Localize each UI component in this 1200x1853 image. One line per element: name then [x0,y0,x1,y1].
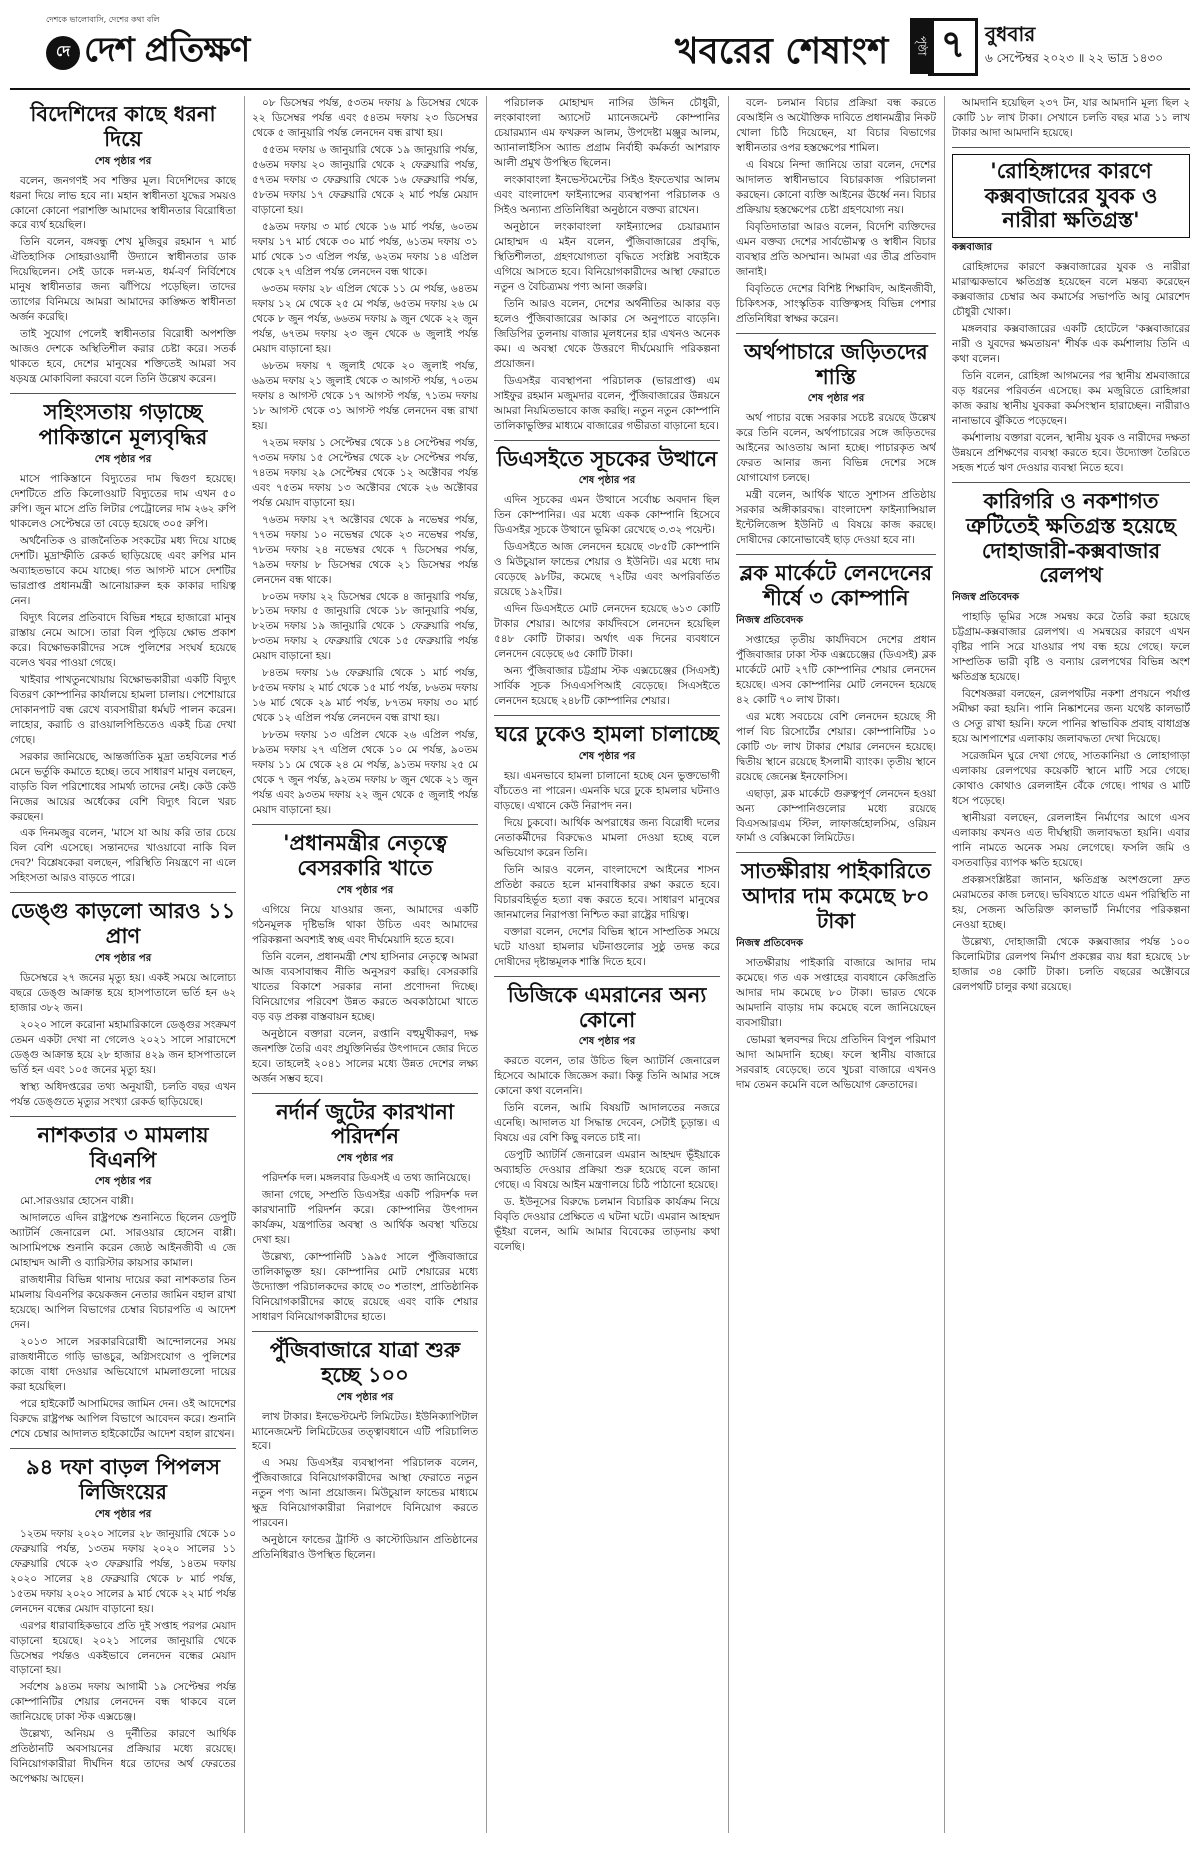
article-paragraph: ডেপুটি অ্যাটর্নি জেনারেল এমরান আহম্মদ ভূঁইয়াকে অব্যাহতি দেওয়ার প্রক্রিয়া শুরু হয়েছে বলে জানা গেছে। এ বিষয়ে আইন মন্ত্রণালয়ে চিঠি পাঠানো হয়েছে। [494,1149,720,1192]
article-paragraph: অনুষ্ঠানে বক্তারা বলেন, রপ্তানি বহুমুখীকরণ, দক্ষ জনশক্তি তৈরি এবং প্রযুক্তিনির্ভর উৎপাদনে জোর দিতে হবে। তাহলেই ২০৪১ সালের মধ্যে উন্নত দেশের লক্ষ্য অর্জন সম্ভব হবে। [252,1027,478,1085]
article-paragraph: লাখ টাকার। ইনভেস্টমেন্ট লিমিটেড। ইউনিক্যাপিটাল ম্যানেজমেন্ট লিমিটেডের তত্ত্বাবধানে এটি পরিচালিত হবে। [252,1410,478,1453]
article-divider [494,715,720,716]
article-paragraph: ৮৪তম দফায় ১৬ ফেব্রুয়ারি থেকে ১ মার্চ পর্যন্ত, ৮৫তম দফায় ২ মার্চ থেকে ১৫ মার্চ পর্যন্ত, ৮৬তম দফায় ১৬ মার্চ থেকে ২৯ মার্চ পর্যন্ত, ৮৭তম দফায় ৩০ মার্চ থেকে ১২ এপ্রিল পর্যন্ত লেনদেন বন্ধ রাখা হয়। [252,667,478,725]
article [736,554,936,846]
article-paragraph: সর্বশেষ ৯৪তম দফায় আগামী ১৯ সেপ্টেম্বর পর্যন্ত কোম্পানিটির শেয়ার লেনদেন বন্ধ থাকবে বলে জানিয়েছে ঢাকা স্টক এক্সচেঞ্জ। [10,1681,236,1724]
article-paragraph: এর মধ্যে সবচেয়ে বেশি লেনদেন হয়েছে সী পার্ল বিচ রিসোর্টের শেয়ার। কোম্পানিটির ১০ কোটি ৩৮ লাখ টাকার শেয়ার লেনদেন হয়েছে। দ্বিতীয় স্থানে রয়েছে ইসলামী ব্যাংক। তৃতীয় স্থানে রয়েছে জেনেক্স ইনফোসিস। [736,710,936,783]
article-divider [252,824,478,825]
article-paragraph: খাইবার পাখতুনখোয়ায় বিক্ষোভকারীরা একটি বিদ্যুৎ বিতরণ কোম্পানির কার্যালয়ে হামলা চালায়। পেশোয়ারে দোকানপাট বন্ধ রেখে ব্যবসায়ীরা ধর্মঘট পালন করেন। লাহোর, করাচি ও রাওয়ালপিন্ডিতেও একই চিত্র দেখা গেছে। [10,673,236,746]
article-paragraph: দিয়ে চুকবো। আর্থিক অপরাধের জন্য বিরোধী দলের নেতাকর্মীদের বিরুদ্ধেও মামলা দেওয়া হচ্ছে বলে অভিযোগ করেন তিনি। [494,816,720,859]
article-paragraph: ৭৬তম দফায় ২৭ অক্টোবর থেকে ৯ নভেম্বর পর্যন্ত, ৭৭তম দফায় ১০ নভেম্বর থেকে ২৩ নভেম্বর পর্যন্ত, ৭৮তম দফায় ২৪ নভেম্বর থেকে ৭ ডিসেম্বর পর্যন্ত, ৭৯তম দফায় ৮ ডিসেম্বর থেকে ২১ ডিসেম্বর পর্যন্ত লেনদেন বন্ধ থাকে। [252,513,478,586]
article-paragraph: ৭২তম দফায় ১ সেপ্টেম্বর থেকে ১৪ সেপ্টেম্বর পর্যন্ত, ৭৩তম দফায় ১৫ সেপ্টেম্বর থেকে ২৮ সেপ্টেম্বর পর্যন্ত, ৭৪তম দফায় ২৯ সেপ্টেম্বর থেকে ১২ অক্টোবর পর্যন্ত এবং ৭৫তম দফায় ১৩ অক্টোবর থেকে ২৬ অক্টোবর পর্যন্ত মেয়াদ বাড়ানো হয়। [252,436,478,509]
article [252,96,478,818]
article-byline: নিজস্ব প্রতিবেদক [952,592,1020,604]
article-paragraph: জানা গেছে, সম্প্রতি ডিএসইর একটি পরিদর্শক দল কারখানাটি পরিদর্শন করে। কোম্পানির উৎপাদন কার্যক্রম, যন্ত্রপাতির অবস্থা ও আর্থিক অবস্থা খতিয়ে দেখা হয়। [252,1189,478,1247]
article [494,440,720,710]
continued-label: শেষ পৃষ্ঠার পর [578,1036,636,1048]
logo-mark-icon: দে [46,36,80,70]
column-rule [944,96,945,1833]
article-paragraph: ডিসেম্বরে ২৭ জনের মৃত্যু হয়। একই সময়ে আলোচ্য বছরে ডেঙ্গু আক্রান্ত হয়ে হাসপাতালে ভর্তি হন ৬২ হাজার ৩৮২ জন। [10,971,236,1014]
column-5 [952,96,1190,1833]
article [736,96,936,327]
article-paragraph: অনুষ্ঠানে ফান্ডের ট্রাস্টি ও কাস্টোডিয়ান প্রতিষ্ঠানের প্রতিনিধিরাও উপস্থিত ছিলেন। [252,1534,478,1562]
article-paragraph: বিশেষজ্ঞরা বলছেন, রেলপথটির নকশা প্রণয়নে পর্যাপ্ত সমীক্ষা করা হয়নি। পানি নিষ্কাশনের জন্য যথেষ্ট কালভার্ট ও সেতু রাখা হয়নি। ফলে পানির স্বাভাবিক প্রবাহ বাধাগ্রস্ত হয়ে আশপাশের এলাকায় জলাবদ্ধতা দেখা দিয়েছে। [952,688,1190,745]
article-paragraph: পরিদর্শক দল। মঙ্গলবার ডিএসই এ তথ্য জানিয়েছে। [262,1172,471,1185]
article-paragraph: এদিন ডিএসইতে মোট লেনদেন হয়েছে ৬১৩ কোটি টাকার শেয়ার। আগের কার্যদিবসে লেনদেন হয়েছিল ৫৪৮ কোটি টাকার। অর্থাৎ এক দিনের ব্যবধানে লেনদেন বেড়েছে ৬৫ কোটি টাকা। [494,603,720,661]
article-paragraph: এক দিনমজুর বলেন, 'মাসে যা আয় করি তার চেয়ে বিল বেশি এসেছে। সন্তানদের খাওয়াবো নাকি বিল দেব?' বিশ্লেষকেরা বলছেন, পরিস্থিতি নিয়ন্ত্রণে না এলে সহিংসতা আরও বাড়তে পারে। [10,827,236,885]
continued-label: শেষ পৃষ্ঠার পর [336,1391,394,1403]
article-paragraph: হয়। এমনভাবে হামলা চালানো হচ্ছে যেন ভুক্তভোগী বাঁচতেও না পারেন। এমনকি ঘরে ঢুকে হামলার ঘটনাও বাড়ছে। এখানে কেউ নিরাপদ নন। [494,769,720,812]
article-paragraph: ড. ইউনূসের বিরুদ্ধে চলমান বিচারিক কার্যক্রম নিয়ে বিবৃতি দেওয়ার প্রেক্ষিতে এ ঘটনা ঘটে। এমরান আহম্মদ ভূঁইয়া বলেন, আমি আমার বিবেকের তাড়নায় কথা বলেছি। [494,1196,720,1254]
article [252,824,478,1086]
article-paragraph: সরকার জানিয়েছে, আন্তর্জাতিক মুদ্রা তহবিলের শর্ত মেনে ভর্তুকি কমাতে হচ্ছে। তবে সাধারণ মানুষ বলছেন, বাড়তি বিল পরিশোধের সামর্থ্য তাদের নেই। কেউ কেউ নিজের আয়ের অর্ধেকের বেশি বিদ্যুৎ বিলে খরচ করছেন। [10,750,236,823]
article-divider [494,976,720,977]
continued-label: শেষ পৃষ্ঠার পর [94,952,152,964]
article-paragraph: মো.সারওয়ার হোসেন বাপ্পী। [20,1195,134,1208]
column-4 [736,96,936,1833]
article-paragraph: সরেজমিন ঘুরে দেখা গেছে, সাতকানিয়া ও লোহাগাড়া এলাকায় রেলপথের কয়েকটি স্থানে মাটি সরে গেছে। কোথাও কোথাও রেললাইন বেঁকে গেছে। পাথর ও মাটি ধসে পড়েছে। [952,749,1190,807]
column-2 [252,96,478,1833]
column-1 [10,96,236,1833]
article-byline: কক্সবাজার [952,242,993,254]
article-paragraph: ০৮ ডিসেম্বর পর্যন্ত, ৫৩তম দফায় ৯ ডিসেম্বর থেকে ২২ ডিসেম্বর পর্যন্ত এবং ৫৪তম দফায় ২৩ ডিসেম্বর থেকে ৫ জানুয়ারি পর্যন্ত লেনদেন বন্ধ রাখা হয়। [252,97,478,139]
article-paragraph: এ সময় ডিএসইর ব্যবস্থাপনা পরিচালক বলেন, পুঁজিবাজারে বিনিয়োগকারীদের আস্থা ফেরাতে নতুন নতুন পণ্য আনা প্রয়োজন। মিউচুয়াল ফান্ডের মাধ্যমে ক্ষুদ্র বিনিয়োগকারীরা নিরাপদে বিনিয়োগ করতে পারবেন। [252,1457,478,1530]
article-paragraph: বক্তারা বলেন, দেশের বিভিন্ন স্থানে সাম্প্রতিক সময়ে ঘটে যাওয়া হামলার ঘটনাগুলোর সুষ্ঠু তদন্ত করে দোষীদের দৃষ্টান্তমূলক শাস্তি দিতে হবে। [494,925,720,968]
article-paragraph: ৫৯তম দফায় ৩ মার্চ থেকে ১৬ মার্চ পর্যন্ত, ৬০তম দফায় ১৭ মার্চ থেকে ৩০ মার্চ পর্যন্ত, ৬১তম দফায় ৩১ মার্চ থেকে ১৩ এপ্রিল পর্যন্ত, ৬২তম দফায় ১৪ এপ্রিল থেকে ২৭ এপ্রিল পর্যন্ত লেনদেন বন্ধ থাকে। [252,220,478,278]
article-paragraph: এছাড়া, ব্লক মার্কেটে গুরুত্বপূর্ণ লেনদেন হওয়া অন্য কোম্পানিগুলোর মধ্যে রয়েছে বিএসআরএম স্টিল, লাফার্জহোলসিম, ওরিয়ন ফার্মা ও বেক্সিমকো লিমিটেড। [736,787,936,845]
article-paragraph: এ বিষয়ে নিন্দা জানিয়ে তারা বলেন, দেশের আদালত স্বাধীনভাবে বিচারকাজ পরিচালনা করছেন। কোনো ব্যক্তি আইনের ঊর্ধ্বে নন। বিচার প্রক্রিয়ায় হস্তক্ষেপের চেষ্টা গ্রহণযোগ্য নয়। [736,158,936,216]
article-headline: ব্লক মার্কেটে লেনদেনের শীর্ষে ৩ কোম্পানি [739,561,933,610]
article-paragraph: বলেন, জনগণই সব শক্তির মূল। বিদেশিদের কাছে ধরনা দিয়ে লাভ হবে না। মহান স্বাধীনতা যুদ্ধের সময়ও কোনো কোনো পরাশক্তি আমাদের স্বাধীনতার বিরোধিতা করে ব্যর্থ হয়েছিল। [10,174,236,232]
article-headline: ৯৪ দফা বাড়ল পিপলস লিজিংয়ের [25,1455,221,1504]
article-headline: ডিজিকে এমরানের অন্য কোনো [507,982,707,1032]
column-rule [486,96,487,1833]
article-headline: 'প্রধানমন্ত্রীর নেতৃত্বে বেসরকারি খাতে [283,831,447,881]
article-paragraph: ভোমরা স্থলবন্দর দিয়ে প্রতিদিন বিপুল পরিমাণ আদা আমদানি হচ্ছে। ফলে স্থানীয় বাজারে সরবরাহ বেড়েছে। তবে খুচরা বাজারে এখনও দাম তেমন কমেনি বলে অভিযোগ ক্রেতাদের। [736,1033,936,1091]
article-paragraph: মন্ত্রী বলেন, আর্থিক খাতে সুশাসন প্রতিষ্ঠায় সরকার অঙ্গীকারবদ্ধ। বাংলাদেশ ফাইন্যান্সিয়াল ইন্টেলিজেন্স ইউনিট এ বিষয়ে কাজ করছে। দোষীদের কোনোভাবেই ছাড় দেওয়া হবে না। [736,489,936,547]
continued-label: শেষ পৃষ্ঠার পর [94,1508,152,1520]
article-paragraph: ৮৮তম দফায় ১৩ এপ্রিল থেকে ২৬ এপ্রিল পর্যন্ত, ৮৯তম দফায় ২৭ এপ্রিল থেকে ১০ মে পর্যন্ত, ৯০তম দফায় ১১ মে থেকে ২৪ মে পর্যন্ত, ৯১তম দফায় ২৫ মে থেকে ৭ জুন পর্যন্ত, ৯২তম দফায় ৮ জুন থেকে ২১ জুন পর্যন্ত এবং ৯৩তম দফায় ২২ জুন থেকে ৫ জুলাই পর্যন্ত মেয়াদ বাড়ানো হয়। [252,729,478,817]
continued-label: শেষ পৃষ্ঠার পর [94,1176,152,1188]
article-paragraph: উল্লেখ্য, অনিয়ম ও দুর্নীতির কারণে আর্থিক প্রতিষ্ঠানটি অবসায়নের প্রক্রিয়ার মধ্যে রয়েছে। বিনিয়োগকারীরা দীর্ঘদিন ধরে তাদের অর্থ ফেরতের অপেক্ষায় আছেন। [10,1728,236,1786]
article-paragraph: এগিয়ে নিয়ে যাওয়ার জন্য, আমাদের একটি গঠনমূলক দৃষ্টিভঙ্গি থাকা উচিত এবং আমাদের পরিকল্পনা অবশ্যই স্বচ্ছ এবং দীর্ঘমেয়াদি হতে হবে। [252,903,478,946]
article-paragraph: ডিএসইর ব্যবস্থাপনা পরিচালক (ভারপ্রাপ্ত) এম সাইফুর রহমান মজুমদার বলেন, পুঁজিবাজারের উন্নয়নে আমরা নিয়মিতভাবে কাজ করছি। নতুন নতুন কোম্পানি তালিকাভুক্তির মাধ্যমে বাজারের গভীরতা বাড়ানো হবে। [494,374,720,432]
article-paragraph: তিনি বলেন, রোহিঙ্গা আগমনের পর স্থানীয় শ্রমবাজারে বড় ধরনের পরিবর্তন এসেছে। কম মজুরিতে রোহিঙ্গারা কাজ করায় স্থানীয় যুবকরা কর্মসংস্থান হারাচ্ছেন। নারীরাও নানাভাবে ঝুঁকিতে পড়েছেন। [952,370,1190,428]
article-paragraph: কর্মশালায় বক্তারা বলেন, স্থানীয় যুবক ও নারীদের দক্ষতা উন্নয়নে প্রশিক্ষণের ব্যবস্থা করতে হবে। উদ্যোক্তা তৈরিতে সহজ শর্তে ঋণ দেওয়ার ব্যবস্থা নিতে হবে। [952,432,1190,475]
article-divider [10,1448,236,1449]
article-paragraph: ২০১৩ সালে সরকারবিরোধী আন্দোলনের সময় রাজধানীতে গাড়ি ভাঙচুর, অগ্নিসংযোগ ও পুলিশের কাজে বাধা দেওয়ার অভিযোগে মামলাগুলো দায়ের করা হয়েছিল। [10,1336,236,1394]
article [952,96,1190,141]
article-paragraph: লংকাবাংলা ইনভেস্টমেন্টের সিইও ইফতেখার আলম এবং বাংলাদেশ ফাইন্যান্সের ব্যবস্থাপনা পরিচালক ও সিইও অন্যান্য প্রতিনিধিরা অনুষ্ঠানে বক্তব্য রাখেন। [494,173,720,216]
article-paragraph: ৫৫তম দফায় ৬ জানুয়ারি থেকে ১৯ জানুয়ারি পর্যন্ত, ৫৬তম দফায় ২০ জানুয়ারি থেকে ২ ফেব্রুয়ারি পর্যন্ত, ৫৭তম দফায় ৩ ফেব্রুয়ারি থেকে ১৬ ফেব্রুয়ারি পর্যন্ত, ৫৮তম দফায় ১৭ ফেব্রুয়ারি থেকে ২ মার্চ পর্যন্ত মেয়াদ বাড়ানো হয়। [252,143,478,216]
article-headline: ডেঙ্গু কাড়লো আরও ১১ প্রাণ [10,899,236,949]
article-paragraph: স্থানীয়রা বলছেন, রেললাইন নির্মাণের আগে এসব এলাকায় কখনও এত দীর্ঘস্থায়ী জলাবদ্ধতা হয়নি। এবার পানি নামতে অনেক সময় লেগেছে। ফসলি জমি ও বসতবাড়ির ব্যাপক ক্ষতি হয়েছে। [952,811,1190,869]
article [10,102,236,387]
article-byline: নিজস্ব প্রতিবেদক [736,614,804,626]
article [952,482,1190,995]
article-paragraph: আমদানি হয়েছিল ২৩৭ টন, যার আমদানি মূল্য ছিল ২ কোটি ১৮ লাখ টাকা। সেখানে চলতি বছর মাত্র ১১ লাখ টাকার আদা আমদানি হয়েছে। [952,97,1190,139]
article [494,715,720,970]
continued-label: শেষ পৃষ্ঠার পর [94,155,152,167]
article-headline: কারিগরি ও নকশাগত ত্রুটিতেই ক্ষতিগ্রস্ত হয়েছে দোহাজারী-কক্সবাজার রেলপথ [966,489,1176,588]
article-headline: বিদেশিদের কাছে ধরনা দিয়ে [30,102,216,151]
article-divider [736,852,936,853]
article [10,1116,236,1442]
article [952,147,1190,476]
column-rule [244,96,245,1833]
continued-label: শেষ পৃষ্ঠার পর [578,750,636,762]
article-paragraph: ২০২০ সালে করোনা মহামারিকালে ডেঙ্গুর সংক্রমণ তেমন একটা দেখা না গেলেও ২০২১ সালে সারাদেশে ডেঙ্গু আক্রান্ত হয়ে ২৮ হাজার ৪২৯ জন হাসপাতালে ভর্তি হন এবং ১০৫ জনের মৃত্যু হয়। [10,1018,236,1076]
newspaper-logo [46,24,249,81]
article-headline: নর্দার্ন জুটের কারখানা পরিদর্শন [276,1099,454,1149]
article-paragraph: সাতক্ষীরায় পাইকারি বাজারে আদার দাম কমেছে। গত এক সপ্তাহের ব্যবধানে কেজিপ্রতি আদার দাম কমেছে ৮০ টাকা। ভারত থেকে আমদানি বাড়ায় দাম কমেছে বলে জানিয়েছেন ব্যবসায়ীরা। [736,956,936,1029]
article-paragraph: ১২তম দফায় ২০২০ সালের ২৮ জানুয়ারি থেকে ১০ ফেব্রুয়ারি পর্যন্ত, ১৩তম দফায় ২০২০ সালের ১১ ফেব্রুয়ারি থেকে ২৩ ফেব্রুয়ারি পর্যন্ত, ১৪তম দফায় ২০২০ সালের ২৪ ফেব্রুয়ারি থেকে ৮ মার্চ পর্যন্ত, ১৫তম দফায় ২০২০ সালের ৯ মার্চ থেকে ২২ মার্চ পর্যন্ত লেনদেন বন্ধের মেয়াদ বাড়ানো হয়। [10,1527,236,1615]
continued-label: শেষ পৃষ্ঠার পর [336,1153,394,1165]
article-paragraph: তিনি আরও বলেন, বাংলাদেশে আইনের শাসন প্রতিষ্ঠা করতে হলে মানবাধিকার রক্ষা করতে হবে। বিচারবহির্ভূত হত্যা বন্ধ করতে হবে। সাধারণ মানুষের জানমালের নিরাপত্তা নিশ্চিত করা রাষ্ট্রের দায়িত্ব। [494,863,720,921]
masthead [10,10,1190,90]
article-paragraph: অন্য পুঁজিবাজার চট্টগ্রাম স্টক এক্সচেঞ্জের (সিএসই) সার্বিক সূচক সিএএসপিআই বেড়েছে। সিএসইতে লেনদেন হয়েছে ২৪৮টি কোম্পানির শেয়ার। [494,665,720,708]
article-paragraph: অর্থ পাচার বন্ধে সরকার সচেষ্ট রয়েছে উল্লেখ করে তিনি বলেন, অর্থপাচারের সঙ্গে জড়িতদের আইনের আওতায় আনা হচ্ছে। পাচারকৃত অর্থ ফেরত আনার জন্য বিভিন্ন দেশের সঙ্গে যোগাযোগ চলছে। [736,412,936,485]
article-divider [736,554,936,555]
article [10,892,236,1109]
article-divider [10,1116,236,1117]
article [736,333,936,548]
newspaper-page [10,10,1190,1833]
article [10,1448,236,1787]
article-divider [10,892,236,893]
article-divider [952,482,1190,483]
article-paragraph: এদিন সূচকের এমন উত্থানে সর্বোচ্চ অবদান ছিল তিন কোম্পানির। এর মধ্যে একক কোম্পানি হিসেবে ডিএসইর সূচকে উত্থানে ভূমিকা রেখেছে ৩.৩২ পয়েন্ট। [494,494,720,537]
article-paragraph: বিবৃতিতে দেশের বিশিষ্ট শিক্ষাবিদ, আইনজীবী, চিকিৎসক, সাংস্কৃতিক ব্যক্তিত্বসহ বিভিন্ন পেশার প্রতিনিধিরা স্বাক্ষর করেন। [736,282,936,325]
logo-tagline: দেশকে ভালোবাসি, দেশের কথা বলি [46,15,160,24]
article-headline: অর্থপাচারে জড়িতদের শাস্তি [744,339,928,389]
article-headline: সাতক্ষীরায় পাইকারিতে আদার দাম কমেছে ৮০ টাকা [741,859,931,933]
continued-label: শেষ পৃষ্ঠার পর [578,475,636,487]
article-paragraph: অনুষ্ঠানে লংকাবাংলা ফাইন্যান্সের চেয়ারম্যান মোহাম্মদ এ মইন বলেন, পুঁজিবাজারের প্রবৃদ্ধি, স্থিতিশীলতা, গ্রহণযোগ্যতা বৃদ্ধিতে সংশ্লিষ্ট সবাইকে এগিয়ে আসতে হবে। বিনিয়োগকারীদের আস্থা ফেরাতে নতুন ও বৈচিত্র্যময় পণ্য আনা জরুরি। [494,220,720,293]
article [252,1331,478,1563]
article-headline: 'রোহিঙ্গাদের কারণে কক্সবাজারের যুবক ও নারীরা ক্ষতিগ্রস্ত' [952,154,1190,238]
article-paragraph: তিনি আরও বলেন, দেশের অর্থনীতির আকার বড় হলেও পুঁজিবাজারের আকার সে অনুপাতে বাড়েনি। জিডিপির তুলনায় বাজার মূলধনের হার এখনও অনেক কম। এ অবস্থা থেকে উত্তরণে দীর্ঘমেয়াদি পরিকল্পনা প্রয়োজন। [494,297,720,370]
continued-label: শেষ পৃষ্ঠার পর [807,393,865,405]
article-divider [736,333,936,334]
article-paragraph: আদালতে এদিন রাষ্ট্রপক্ষে শুনানিতে ছিলেন ডেপুটি অ্যাটর্নি জেনারেল মো. সারওয়ার হোসেন বাপ্পী। আসামিপক্ষে শুনানি করেন জ্যেষ্ঠ আইনজীবী এ জে মোহাম্মদ আলী ও ব্যারিস্টার কায়সার কামাল। [10,1212,236,1270]
date-line: ৬ সেপ্টেম্বর ২০২৩ ॥ ২২ ভাদ্র ১৪৩০ [985,51,1164,65]
article [494,976,720,1255]
article-paragraph: তিনি বলেন, বঙ্গবন্ধু শেখ মুজিবুর রহমান ৭ মার্চ ঐতিহাসিক সোহরাওয়ার্দী উদ্যানে স্বাধীনতার ডাক দিয়েছিলেন। সেই ডাকে দল-মত, ধর্ম-বর্ণ নির্বিশেষে মানুষ স্বাধীনতার জন্য ঝাঁপিয়ে পড়েছিল। তাদের ত্যাগের বিনিময়ে আমরা আমাদের কাঙ্ক্ষিত স্বাধীনতা অর্জন করেছি। [10,236,236,324]
article [494,96,720,434]
article-paragraph: তাই সুযোগ পেলেই স্বাধীনতার বিরোধী অপশক্তি আজও দেশকে অস্থিতিশীল করার চেষ্টা করে। সতর্ক থাকতে হবে, দেশের মানুষের শক্তিতেই আমরা সব ষড়যন্ত্র মোকাবিলা করবো বলে তিনি উল্লেখ করেন। [10,328,236,386]
article-headline: ঘরে ঢুকেও হামলা চালাচ্ছে [495,722,719,747]
article-paragraph: প্রকল্পসংশ্লিষ্টরা জানান, ক্ষতিগ্রস্ত অংশগুলো দ্রুত মেরামতের কাজ চলছে। ভবিষ্যতে যাতে এমন পরিস্থিতি না হয়, সেজন্য অতিরিক্ত কালভার্ট নির্মাণের পরিকল্পনা নেওয়া হচ্ছে। [952,873,1190,931]
column-rule [728,96,729,1833]
article-paragraph: রোহিঙ্গাদের কারণে কক্সবাজারের যুবক ও নারীরা মারাত্মকভাবে ক্ষতিগ্রস্ত হয়েছেন বলে মন্তব্য করেছেন কক্সবাজার চেম্বার অব কমার্সের সভাপতি আবু মোরশেদ চৌধুরী খোকা। [952,261,1190,319]
continued-label: শেষ পৃষ্ঠার পর [336,884,394,896]
article-paragraph: পাহাড়ি ভূমির সঙ্গে সমন্বয় করে তৈরি করা হয়েছে চট্টগ্রাম-কক্সবাজার রেলপথ। এ সমন্বয়ের কারণে এখন বৃষ্টির পানি সরে যাওয়ার পথ বন্ধ হয়ে গেছে। ফলে সাম্প্রতিক ভারী বৃষ্টি ও বন্যায় রেলপথের বিভিন্ন অংশ ক্ষতিগ্রস্ত হয়েছে। [952,611,1190,684]
article [252,1093,478,1325]
column-3 [494,96,720,1833]
article-paragraph: তিনি বলেন, আমি বিষয়টি আদালতের নজরে এনেছি। আদালত যা সিদ্ধান্ত দেবেন, সেটাই চূড়ান্ত। এ বিষয়ে এর বেশি কিছু বলতে চাই না। [494,1102,720,1145]
article-divider [252,1093,478,1094]
article-paragraph: উল্লেখ্য, দোহাজারী থেকে কক্সবাজার পর্যন্ত ১০০ কিলোমিটার রেলপথ নির্মাণ প্রকল্পের ব্যয় ধরা হয়েছে ১৮ হাজার ৩৪ কোটি টাকা। চলতি বছরের অক্টোবরে রেলপথটি চালুর কথা রয়েছে। [952,935,1190,993]
article-paragraph: ডিএসইতে আজ লেনদেন হয়েছে ৩৮৫টি কোম্পানি ও মিউচুয়াল ফান্ডের শেয়ার ও ইউনিট। এর মধ্যে দাম বেড়েছে ৯৮টির, কমেছে ৭২টির এবং অপরিবর্তিত রয়েছে ১৯২টির। [494,541,720,599]
day-name: বুধবার [985,22,1036,46]
article-headline: পুঁজিবাজারে যাত্রা শুরু হচ্ছে ১০০ [269,1337,461,1387]
article-headline: ডিএসইতে সূচকের উত্থানে [496,446,718,471]
article-divider [952,147,1190,148]
article-divider [10,393,236,394]
page-number: ৭ [928,18,978,76]
article-paragraph: করতে বলেন, তার উচিত ছিল অ্যাটর্নি জেনারেল হিসেবে আমাকে জিজ্ঞেস করা। কিন্তু তিনি আমার সঙ্গে কোনো কথা বলেননি। [494,1055,720,1098]
article-paragraph: এরপর ধারাবাহিকভাবে প্রতি দুই সপ্তাহ পরপর মেয়াদ বাড়ানো হয়েছে। ২০২১ সালের জানুয়ারি থেকে ডিসেম্বর পর্যন্তও একইভাবে লেনদেন বন্ধের মেয়াদ বাড়ানো হয়। [10,1619,236,1677]
article-paragraph: বিবৃতিদাতারা আরও বলেন, বিদেশি ব্যক্তিদের এমন বক্তব্য দেশের সার্বভৌমত্ব ও স্বাধীন বিচার ব্যবস্থার প্রতি অসম্মান। আমরা এর তীব্র প্রতিবাদ জানাই। [736,220,936,278]
article-paragraph: বিদ্যুৎ বিলের প্রতিবাদে বিভিন্ন শহরে হাজারো মানুষ রাস্তায় নেমে আসে। তারা বিল পুড়িয়ে ক্ষোভ প্রকাশ করে। বিক্ষোভকারীদের সঙ্গে পুলিশের সংঘর্ষ হয়েছে বলেও খবর পাওয়া গেছে। [10,611,236,669]
article-paragraph: পরে হাইকোর্ট আসামিদের জামিন দেন। ওই আদেশের বিরুদ্ধে রাষ্ট্রপক্ষ আপিল বিভাগে আবেদন করে। শুনানি শেষে চেম্বার আদালত হাইকোর্টের আদেশ বহাল রাখেন। [10,1398,236,1441]
article-paragraph: ৬৮তম দফায় ৭ জুলাই থেকে ২০ জুলাই পর্যন্ত, ৬৯তম দফায় ২১ জুলাই থেকে ৩ আগস্ট পর্যন্ত, ৭০তম দফায় ৪ আগস্ট থেকে ১৭ আগস্ট পর্যন্ত, ৭১তম দফায় ১৮ আগস্ট থেকে ৩১ আগস্ট পর্যন্ত লেনদেন বন্ধ রাখা হয়। [252,359,478,432]
article-headline: সহিংসতায় গড়াচ্ছে পাকিস্তানে মূল্যবৃদ্ধির [38,400,208,450]
article-paragraph: মাসে পাকিস্তানে বিদ্যুতের দাম দ্বিগুণ হয়েছে। দেশটিতে প্রতি কিলোওয়াট বিদ্যুতের দাম এখন ৫০ রুপি। জুন মাসে প্রতি লিটার পেট্রোলের দাম ২৬২ রুপি থাকলেও সেপ্টেম্বরে তা বেড়ে হয়েছে ৩০৫ রুপি। [10,472,236,530]
article-paragraph: রাজধানীর বিভিন্ন থানায় দায়ের করা নাশকতার তিন মামলায় বিএনপির কয়েকজন নেতার জামিন বহাল রাখা হয়েছে। আপিল বিভাগের চেম্বার বিচারপতি এ আদেশ দেন। [10,1274,236,1332]
article-paragraph: ৬৩তম দফায় ২৮ এপ্রিল থেকে ১১ মে পর্যন্ত, ৬৪তম দফায় ১২ মে থেকে ২৫ মে পর্যন্ত, ৬৫তম দফায় ২৬ মে থেকে ৮ জুন পর্যন্ত, ৬৬তম দফায় ৯ জুন থেকে ২২ জুন পর্যন্ত, ৬৭তম দফায় ২৩ জুন থেকে ৬ জুলাই পর্যন্ত মেয়াদ বাড়ানো হয়। [252,282,478,355]
article-headline: নাশকতার ৩ মামলায় বিএনপি [37,1122,209,1172]
section-title: খবরের শেষাংশ [675,31,889,72]
article-paragraph: তিনি বলেন, প্রধানমন্ত্রী শেখ হাসিনার নেতৃত্বে আমরা আজ ব্যবসাবান্ধব নীতি অনুসরণ করছি। বেসরকারি খাতের বিকাশে সরকার নানা প্রণোদনা দিচ্ছে। বিনিয়োগের পরিবেশ উন্নত করতে অবকাঠামো খাতে বড় বড় প্রকল্প বাস্তবায়ন হচ্ছে। [252,950,478,1023]
article [10,393,236,886]
article [736,852,936,1092]
article-paragraph: উল্লেখ্য, কোম্পানিটি ১৯৯৫ সালে পুঁজিবাজারে তালিকাভুক্ত হয়। কোম্পানির মোট শেয়ারের মধ্যে উদ্যোক্তা পরিচালকদের কাছে ৩০ শতাংশ, প্রাতিষ্ঠানিক বিনিয়োগকারীদের কাছে রয়েছে এবং বাকি শেয়ার সাধারণ বিনিয়োগকারীদের হাতে। [252,1251,478,1323]
continued-label: শেষ পৃষ্ঠার পর [94,453,152,465]
article-divider [252,1331,478,1332]
article-paragraph: সপ্তাহের তৃতীয় কার্যদিবসে দেশের প্রধান পুঁজিবাজার ঢাকা স্টক এক্সচেঞ্জের (ডিএসই) ব্লক মার্কেটে মোট ২৭টি কোম্পানির শেয়ার লেনদেন হয়েছে। এসব কোম্পানির মোট লেনদেন হয়েছে ৪২ কোটি ৭০ লাখ টাকা। [736,633,936,706]
article-paragraph: অর্থনৈতিক ও রাজনৈতিক সংকটের মধ্য দিয়ে যাচ্ছে দেশটি। মুদ্রাস্ফীতি রেকর্ড ছাড়িয়েছে এবং রুপির মান অব্যাহতভাবে কমে যাচ্ছে। গত আগস্ট মাসে দেশটির ভারপ্রাপ্ত প্রধানমন্ত্রী আনোয়ারুল হক কাকার দায়িত্ব নেন। [10,534,236,607]
page-label: পৃষ্ঠা [910,18,934,74]
article-paragraph: স্বাস্থ্য অধিদপ্তরের তথ্য অনুযায়ী, চলতি বছর এখন পর্যন্ত ডেঙ্গুতে মৃত্যুর সংখ্যা রেকর্ড ছাড়িয়েছে। [10,1080,236,1108]
article-divider [494,440,720,441]
logo-text: দেশ প্রতিক্ষণ [84,30,250,70]
article-paragraph: ৮০তম দফায় ২২ ডিসেম্বর থেকে ৪ জানুয়ারি পর্যন্ত, ৮১তম দফায় ৫ জানুয়ারি থেকে ১৮ জানুয়ারি পর্যন্ত, ৮২তম দফায় ১৯ জানুয়ারি থেকে ১ ফেব্রুয়ারি পর্যন্ত, ৮৩তম দফায় ২ ফেব্রুয়ারি থেকে ১৫ ফেব্রুয়ারি পর্যন্ত মেয়াদ বাড়ানো হয়। [252,590,478,663]
article-paragraph: বলে- চলমান বিচার প্রক্রিয়া বন্ধ করতে বেআইনি ও অযৌক্তিক দাবিতে প্রধানমন্ত্রীর নিকট খোলা চিঠি দিয়েছেন, যা বিচার বিভাগের স্বাধীনতার ওপর হস্তক্ষেপের শামিল। [736,97,936,154]
article-byline: নিজস্ব প্রতিবেদক [736,937,804,949]
article-paragraph: পরিচালক মোহাম্মদ নাসির উদ্দিন চৌধুরী, লংকাবাংলা অ্যাসেট ম্যানেজমেন্ট কোম্পানির চেয়ারম্যান এম ফখরুল আলম, উপদেষ্টা মঞ্জুর আলম, অ্যানালাইসিস অ্যান্ড প্রগ্রাম নির্বাহী কর্মকর্তা আশরাফ আলী প্রমুখ উপস্থিত ছিলেন। [494,97,720,169]
article-paragraph: মঙ্গলবার কক্সবাজারের একটি হোটেলে 'কক্সবাজারের নারী ও যুবদের ক্ষমতায়ন' শীর্ষক এক কর্মশালায় তিনি এ কথা বলেন। [952,323,1190,366]
